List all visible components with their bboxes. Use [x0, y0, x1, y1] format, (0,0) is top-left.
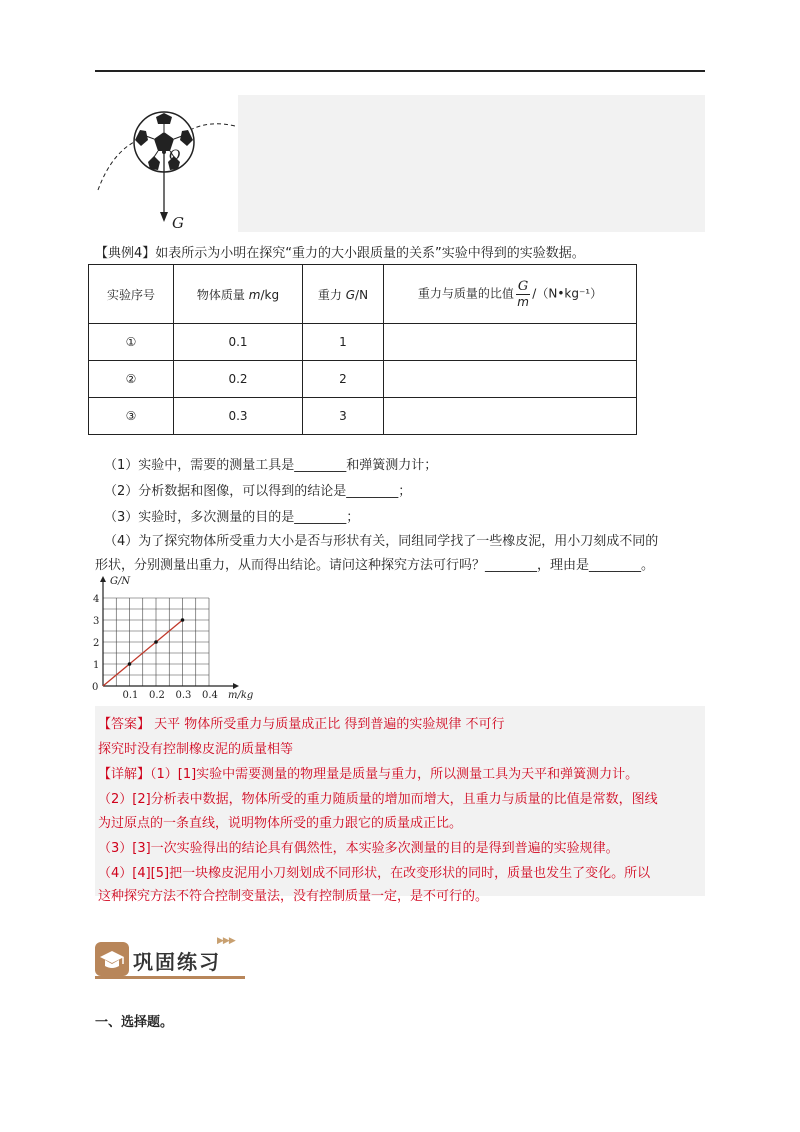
- header-mass-var: m: [248, 287, 261, 302]
- data-point: [154, 640, 158, 644]
- detail-1: 【详解】（1）[1]实验中需要测量的物理量是质量与重力，所以测量工具为天平和弹簧测力计。: [98, 767, 639, 782]
- x-tick-label: 0.2: [149, 690, 165, 701]
- table-row: [89, 361, 637, 398]
- detail-2-line2: 为过原点的一条直线，说明物体所受的重力跟它的质量成正比。: [98, 816, 463, 831]
- table-row: [89, 324, 637, 361]
- top-divider: [95, 70, 705, 72]
- answer-line-1: 【答案】 天平 物体所受重力与质量成正比 得到普遍的实验规律 不可行: [98, 717, 505, 732]
- cell-index: ②: [89, 361, 174, 398]
- ratio-fraction: [516, 279, 530, 309]
- gravity-arrow-head: [160, 212, 168, 222]
- detail-4-line2: 这种探究方法不符合控制变量法，没有控制质量一定，是不可行的。: [98, 889, 489, 904]
- consolidate-label: 巩固练习: [133, 950, 221, 974]
- cell-index: ①: [89, 324, 174, 361]
- gravity-label: G: [172, 214, 184, 232]
- cell-gravity: 2: [303, 361, 384, 398]
- header-ratio-prefix: 重力与质量的比值: [417, 286, 514, 301]
- header-gravity-var: G: [345, 287, 356, 302]
- y-tick-label: 2: [93, 638, 100, 649]
- question-3: （3）实验时，多次测量的目的是________；: [104, 510, 360, 525]
- graduation-cap-icon: [95, 942, 129, 976]
- cell-ratio[interactable]: [384, 324, 637, 361]
- cell-gravity: 1: [303, 324, 384, 361]
- gravity-mass-graph: [88, 574, 268, 704]
- x-tick-labels: [123, 690, 218, 701]
- question-4-line1: （4）为了探究物体所受重力大小是否与形状有关，同组同学找了一些橡皮泥，用小刀刻成不同的: [104, 534, 659, 549]
- ratio-numerator: G: [517, 279, 529, 294]
- header-index: 实验序号: [89, 265, 174, 324]
- header-ratio: [384, 265, 637, 324]
- center-label: O: [169, 148, 181, 164]
- x-axis-arrow: [233, 683, 239, 689]
- cell-mass: 0.3: [174, 398, 303, 435]
- trajectory-curve-right: [190, 124, 235, 130]
- detail-4-line1: （4）[4][5]把一块橡皮泥用小刀刻划成不同形状，在改变形状的同时，质量也发生了变化。所以: [98, 866, 651, 881]
- cell-index: ③: [89, 398, 174, 435]
- x-tick-label: 0.1: [122, 690, 139, 701]
- header-ratio-unit: /（N•kg⁻¹）: [532, 286, 603, 301]
- consolidate-practice-banner: [95, 936, 245, 976]
- header-gravity-unit: /N: [355, 287, 369, 302]
- question-4-line2: 形状，分别测量出重力，从而得出结论。请问这种探究方法可行吗？________，理由是________。: [95, 558, 655, 573]
- cell-ratio[interactable]: [384, 398, 637, 435]
- y-tick-label: 3: [93, 616, 100, 627]
- banner-underline: [95, 976, 245, 979]
- y-axis-arrow: [100, 576, 106, 582]
- answer-line-2: 探究时没有控制橡皮泥的质量相等: [98, 742, 294, 757]
- table-row: [89, 398, 637, 435]
- figure-placeholder-box: [238, 95, 705, 232]
- ratio-denominator: m: [517, 295, 529, 309]
- data-point: [181, 618, 185, 622]
- cell-mass: 0.2: [174, 361, 303, 398]
- header-gravity-prefix: 重力: [317, 287, 346, 302]
- origin-label: 0: [92, 682, 99, 693]
- x-tick-label: 0.4: [202, 690, 218, 701]
- arrows-icon: ▶▶▶: [217, 936, 235, 946]
- detail-3: （3）[3]一次实验得出的结论具有偶然性，本实验多次测量的目的是得到普遍的实验规律。: [98, 841, 619, 856]
- x-tick-label: 0.3: [175, 690, 192, 701]
- cell-ratio[interactable]: [384, 361, 637, 398]
- cell-gravity: 3: [303, 398, 384, 435]
- cell-mass: 0.1: [174, 324, 303, 361]
- y-tick-labels: [93, 594, 99, 671]
- header-gravity: [303, 265, 384, 324]
- header-mass: [174, 265, 303, 324]
- question-1: （1）实验中，需要的测量工具是________和弹簧测力计；: [104, 458, 438, 473]
- data-point: [128, 662, 132, 666]
- x-axis-label: m/kg: [228, 690, 254, 701]
- header-mass-unit: /kg: [260, 287, 280, 302]
- detail-2-line1: （2）[2]分析表中数据，物体所受的重力随质量的增加而增大，且重力与质量的比值是常数，图线: [98, 792, 658, 807]
- trajectory-curve-left: [98, 140, 138, 190]
- example-title: 【典例4】如表所示为小明在探究“重力的大小跟质量的关系”实验中得到的实验数据。: [95, 246, 585, 261]
- y-tick-label: 4: [93, 594, 100, 605]
- y-axis-label: G/N: [110, 576, 131, 587]
- data-table: [88, 264, 637, 435]
- section-heading: 一、选择题。: [95, 1015, 174, 1030]
- y-tick-label: 1: [93, 660, 100, 671]
- header-mass-prefix: 物体质量: [196, 287, 249, 302]
- table-header-row: [89, 265, 637, 324]
- question-2: （2）分析数据和图像，可以得到的结论是________；: [104, 484, 412, 499]
- football-figure: [90, 100, 240, 235]
